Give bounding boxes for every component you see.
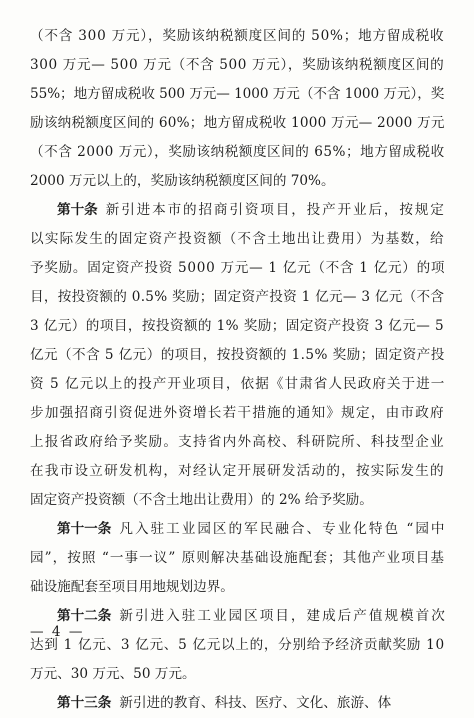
line-text: 资 5 亿元以上的投产开业项目，依据《甘肃省人民政府关于进一 — [30, 376, 446, 392]
line-text: 万元、30 万元、50 万元。 — [30, 666, 196, 682]
text-line — [30, 486, 444, 515]
line-text: 励该纳税额度区间的 60%；地方留成税收 1000 万元— 2000 万元 — [30, 115, 445, 131]
paragraph — [30, 689, 444, 718]
paragraph — [30, 196, 444, 515]
text-line — [30, 341, 444, 370]
line-text: 2000 万元以上的，奖励该纳税额度区间的 70%。 — [30, 173, 335, 189]
text-line — [30, 225, 444, 254]
document-body — [30, 22, 447, 718]
line-text: 上报省政府给予奖励。支持省内外高校、科研院所、科技型企业 — [30, 434, 445, 450]
text-line — [30, 544, 444, 573]
paragraph — [30, 515, 447, 602]
line-text: 在我市设立研发机构，对经认定开展研发活动的，按实际发生的 — [30, 463, 445, 479]
line-text: 新引进本市的招商引资项目，投产开业后，按规定 — [105, 202, 446, 218]
text-line — [30, 660, 444, 689]
text-line — [30, 370, 444, 399]
line-text: 园”，按照 “一事一议” 原则解决基础设施配套；其他产业项目基 — [30, 550, 445, 566]
text-line — [30, 399, 444, 428]
text-line — [30, 283, 444, 312]
paragraph — [30, 22, 444, 196]
text-line — [30, 254, 444, 283]
line-text: 新引进入驻工业园区项目，建成后产值规模首次 — [119, 608, 447, 624]
text-line — [30, 457, 444, 486]
text-line — [30, 631, 444, 660]
article-heading: 第十一条 — [57, 521, 112, 537]
line-text: 300 万元— 500 万元（不含 500 万元），奖励该纳税额度区间的 — [30, 57, 445, 73]
text-line — [30, 602, 447, 631]
line-text: 步加强招商引资促进外资增长若干措施的通知》规定，由市政府 — [30, 405, 445, 421]
article-heading: 第十二条 — [57, 608, 112, 624]
article-heading: 第十三条 — [57, 695, 112, 711]
text-line — [30, 167, 444, 196]
line-text: 新引进的教育、科技、医疗、文化、旅游、体 — [119, 695, 392, 711]
line-text: 固定资产投资额（不含土地出让费用）的 2% 给予奖励。 — [30, 492, 373, 508]
text-line — [30, 573, 444, 602]
page-number: — 4 — — [30, 624, 85, 640]
line-text: 凡入驻工业园区的军民融合、专业化特色 “园中 — [119, 521, 447, 537]
text-line — [30, 196, 444, 225]
text-line — [30, 109, 444, 138]
line-text: 以实际发生的固定资产投资额（不含土地出让费用）为基数，给 — [30, 231, 445, 247]
line-text: 予奖励。固定资产投资 5000 万元— 1 亿元（不含 1 亿元）的项 — [30, 260, 446, 276]
text-line — [30, 515, 447, 544]
line-text: 亿元（不含 5 亿元）的项目，按投资额的 1.5% 奖励；固定资产投 — [30, 347, 445, 363]
line-text: 础设施配套至项目用地规划边界。 — [30, 579, 234, 595]
line-text: 目，按投资额的 0.5% 奖励；固定资产投资 1 亿元— 3 亿元（不含 — [30, 289, 445, 305]
line-text: （不含 2000 万元），奖励该纳税额度区间的 65%；地方留成税收 — [30, 144, 445, 160]
line-text: 达到 1 亿元、3 亿元、5 亿元以上的，分别给予经济贡献奖励 10 — [30, 637, 445, 653]
text-line — [30, 428, 444, 457]
text-line — [30, 51, 444, 80]
paragraph — [30, 602, 447, 689]
line-text: 3 亿元）的项目，按投资额的 1% 奖励；固定资产投资 3 亿元— 5 — [30, 318, 445, 334]
text-line — [30, 138, 444, 167]
line-text: 55%；地方留成税收 500 万元— 1000 万元（不含 1000 万元），奖 — [30, 86, 445, 102]
text-line — [30, 80, 444, 109]
line-text: （不含 300 万元），奖励该纳税额度区间的 50%；地方留成税收 — [30, 28, 445, 44]
text-line — [30, 689, 444, 718]
article-heading: 第十条 — [57, 202, 98, 218]
text-line — [30, 312, 444, 341]
text-line — [30, 22, 444, 51]
